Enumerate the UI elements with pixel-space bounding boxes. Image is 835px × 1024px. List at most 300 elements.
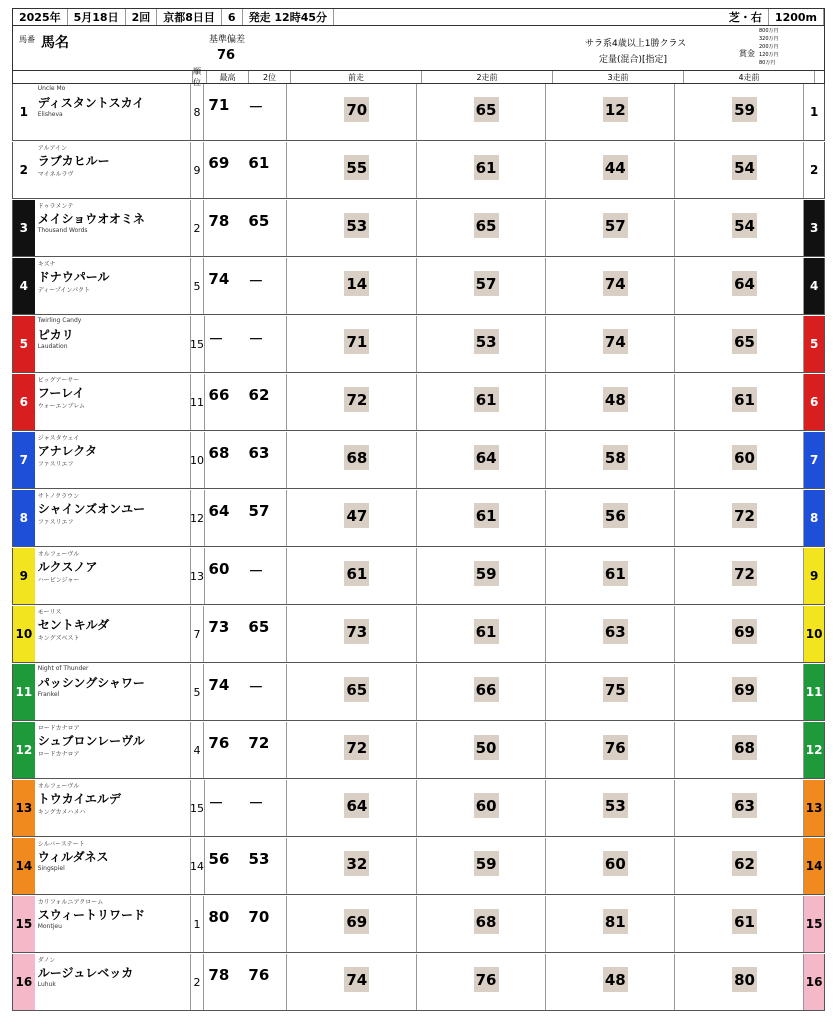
umaban-right: 6 bbox=[804, 374, 824, 430]
sire-name: サトノクラウン bbox=[37, 493, 80, 500]
race-score: 73 bbox=[344, 619, 369, 644]
best-score: 64 bbox=[208, 502, 230, 520]
past-race-4 bbox=[675, 84, 804, 140]
past-race-4 bbox=[675, 664, 804, 720]
horse-info bbox=[35, 490, 191, 546]
second-score: 70 bbox=[248, 908, 270, 926]
past-race-1 bbox=[287, 722, 416, 778]
best-scores bbox=[205, 490, 288, 546]
best-scores bbox=[204, 722, 287, 778]
past-race-3 bbox=[546, 432, 675, 488]
best-scores bbox=[204, 200, 287, 256]
horse-name[interactable]: ウィルダネス bbox=[37, 850, 109, 864]
past-race-3 bbox=[546, 838, 675, 894]
best-scores bbox=[204, 84, 287, 140]
race-score: 72 bbox=[344, 735, 369, 760]
past-race-2 bbox=[417, 316, 546, 372]
umaban: 16 bbox=[13, 954, 35, 1010]
table-row[interactable] bbox=[12, 142, 825, 199]
past-race-4 bbox=[675, 432, 804, 488]
best-scores bbox=[205, 316, 288, 372]
race-date: 5月18日 bbox=[68, 9, 126, 25]
horse-info bbox=[35, 722, 191, 778]
horse-info bbox=[35, 896, 191, 952]
past-race-3 bbox=[546, 490, 675, 546]
second-score: － bbox=[248, 678, 264, 696]
past-race-1 bbox=[287, 432, 416, 488]
horse-info bbox=[35, 954, 191, 1010]
rank: 11 bbox=[191, 374, 205, 430]
race-score: 63 bbox=[732, 793, 757, 818]
umaban: 14 bbox=[13, 838, 35, 894]
table-row[interactable] bbox=[12, 548, 825, 605]
race-score: 74 bbox=[344, 967, 369, 992]
past-race-4 bbox=[675, 200, 804, 256]
horse-name[interactable]: シュブロンレーヴル bbox=[37, 734, 145, 748]
prize-1: 800万円 bbox=[759, 28, 779, 34]
horse-name[interactable]: セントキルダ bbox=[37, 618, 110, 632]
best-score: 68 bbox=[208, 444, 230, 462]
umaban: 3 bbox=[13, 200, 35, 256]
sire-name: オルフェーヴル bbox=[37, 783, 80, 790]
rank: 4 bbox=[191, 722, 205, 778]
horse-name[interactable]: フーレイ bbox=[37, 386, 85, 400]
table-row[interactable] bbox=[12, 722, 825, 779]
past-race-3 bbox=[546, 200, 675, 256]
race-score: 72 bbox=[732, 503, 757, 528]
umaban-right: 9 bbox=[804, 548, 824, 604]
race-score: 72 bbox=[344, 387, 369, 412]
horse-name[interactable]: ピカリ bbox=[37, 328, 74, 342]
prev4-header: 4走前 bbox=[684, 71, 815, 83]
umaban: 7 bbox=[13, 432, 35, 488]
race-score: 61 bbox=[474, 387, 499, 412]
rank: 13 bbox=[191, 548, 205, 604]
table-row[interactable] bbox=[12, 954, 825, 1011]
past-race-4 bbox=[675, 258, 804, 314]
dam-sire: ディープインパクト bbox=[37, 287, 90, 294]
table-row[interactable] bbox=[12, 258, 825, 315]
best-score: 78 bbox=[208, 212, 230, 230]
prev2-header: 2走前 bbox=[422, 71, 553, 83]
past-race-1 bbox=[287, 258, 416, 314]
horse-info bbox=[35, 258, 191, 314]
horse-info bbox=[35, 84, 191, 140]
past-race-2 bbox=[417, 84, 546, 140]
past-race-2 bbox=[417, 664, 546, 720]
prize-4: 120万円 bbox=[759, 52, 779, 58]
umaban: 15 bbox=[13, 896, 35, 952]
past-race-2 bbox=[417, 722, 546, 778]
race-score: 59 bbox=[474, 561, 499, 586]
umaban-right: 12 bbox=[804, 722, 824, 778]
umaban-right: 15 bbox=[804, 896, 824, 952]
table-row[interactable] bbox=[12, 664, 825, 721]
horse-info bbox=[35, 838, 191, 894]
race-score: 57 bbox=[474, 271, 499, 296]
table-row[interactable] bbox=[12, 316, 825, 373]
prize-list bbox=[759, 27, 779, 67]
best-score: 73 bbox=[208, 618, 230, 636]
race-score: 75 bbox=[603, 677, 628, 702]
horse-name[interactable]: ルクスノア bbox=[37, 560, 98, 574]
past-race-3 bbox=[546, 258, 675, 314]
sire-name: モーリス bbox=[37, 609, 62, 616]
year: 2025年 bbox=[13, 9, 68, 25]
umaban-right: 8 bbox=[804, 490, 824, 546]
prize-5: 80万円 bbox=[759, 60, 776, 66]
second-score: － bbox=[248, 272, 264, 290]
race-score: 64 bbox=[344, 793, 369, 818]
race-score: 65 bbox=[732, 329, 757, 354]
umaban: 4 bbox=[13, 258, 35, 314]
dam-sire: マイネルラヴ bbox=[37, 171, 74, 178]
rank: 15 bbox=[191, 316, 205, 372]
second-header: 2位 bbox=[249, 71, 291, 83]
past-race-4 bbox=[675, 374, 804, 430]
horse-info bbox=[35, 374, 191, 430]
past-race-1 bbox=[287, 954, 416, 1010]
dam-sire: キングズベスト bbox=[37, 635, 80, 642]
prev3-header: 3走前 bbox=[553, 71, 684, 83]
umaban-right: 14 bbox=[804, 838, 824, 894]
horse-info bbox=[35, 200, 191, 256]
past-race-3 bbox=[546, 548, 675, 604]
race-score: 12 bbox=[603, 97, 628, 122]
past-race-2 bbox=[417, 374, 546, 430]
venue: 京都8日目 bbox=[157, 9, 222, 25]
race-score: 50 bbox=[474, 735, 499, 760]
past-race-4 bbox=[675, 838, 804, 894]
table-row[interactable] bbox=[12, 606, 825, 663]
race-score: 65 bbox=[474, 97, 499, 122]
best-scores bbox=[205, 548, 288, 604]
dam-sire: キングカメハメハ bbox=[37, 809, 86, 816]
second-score: － bbox=[248, 794, 264, 812]
table-row[interactable] bbox=[12, 490, 825, 547]
horse-name[interactable]: ドナウパール bbox=[37, 270, 110, 284]
best-scores bbox=[204, 954, 287, 1010]
race-score: 61 bbox=[344, 561, 369, 586]
past-race-4 bbox=[675, 954, 804, 1010]
race-score: 65 bbox=[344, 677, 369, 702]
past-race-3 bbox=[546, 722, 675, 778]
past-race-1 bbox=[287, 548, 416, 604]
race-score: 53 bbox=[474, 329, 499, 354]
table-row[interactable] bbox=[12, 374, 825, 431]
sire-name: ビッグアーサー bbox=[37, 377, 80, 384]
best-scores bbox=[204, 142, 287, 198]
race-score: 55 bbox=[344, 155, 369, 180]
race-score: 71 bbox=[344, 329, 369, 354]
umaban: 2 bbox=[13, 142, 35, 198]
past-race-3 bbox=[546, 316, 675, 372]
past-race-2 bbox=[417, 896, 546, 952]
best-scores bbox=[204, 664, 287, 720]
race-score: 60 bbox=[603, 851, 628, 876]
race-score: 76 bbox=[603, 735, 628, 760]
dam-sire: Laudation bbox=[37, 343, 68, 350]
past-race-2 bbox=[417, 490, 546, 546]
dam-sire: Montjeu bbox=[37, 923, 62, 930]
past-race-2 bbox=[417, 548, 546, 604]
horse-info bbox=[35, 316, 191, 372]
race-score: 60 bbox=[474, 793, 499, 818]
race-score: 61 bbox=[474, 619, 499, 644]
prize-label: 賞金 bbox=[739, 49, 755, 58]
race-score: 74 bbox=[603, 271, 628, 296]
sire-name: ロードカナロア bbox=[37, 725, 80, 732]
dam-sire: Frankel bbox=[37, 691, 60, 698]
best-header: 最高 bbox=[207, 71, 249, 83]
umaban: 9 bbox=[13, 548, 35, 604]
umaban: 12 bbox=[13, 722, 35, 778]
best-score: － bbox=[208, 794, 224, 812]
second-score: － bbox=[248, 330, 264, 348]
past-race-1 bbox=[287, 374, 416, 430]
past-race-2 bbox=[417, 432, 546, 488]
race-score: 53 bbox=[603, 793, 628, 818]
sire-name: アルアイン bbox=[37, 145, 67, 152]
horse-name[interactable]: ラブカヒルー bbox=[37, 154, 110, 168]
past-race-1 bbox=[287, 490, 416, 546]
column-header bbox=[12, 67, 825, 87]
race-score: 53 bbox=[344, 213, 369, 238]
race-score: 69 bbox=[732, 619, 757, 644]
race-score: 61 bbox=[732, 387, 757, 412]
dam-sire: ウォーエンブレム bbox=[37, 403, 85, 410]
umaban: 13 bbox=[13, 780, 35, 836]
past-race-3 bbox=[546, 896, 675, 952]
best-score: 76 bbox=[208, 734, 230, 752]
past-race-4 bbox=[675, 548, 804, 604]
horse-info bbox=[35, 142, 191, 198]
past-race-4 bbox=[675, 780, 804, 836]
past-race-3 bbox=[546, 780, 675, 836]
best-scores bbox=[204, 606, 287, 662]
race-score: 44 bbox=[603, 155, 628, 180]
race-score: 54 bbox=[732, 155, 757, 180]
second-score: － bbox=[248, 562, 264, 580]
sire-name: カリフォルニアクローム bbox=[37, 899, 104, 906]
best-score: 56 bbox=[208, 850, 230, 868]
best-score: 66 bbox=[208, 386, 230, 404]
dam-sire: Thousand Words bbox=[37, 227, 88, 234]
second-score: 63 bbox=[248, 444, 270, 462]
table-row[interactable] bbox=[12, 838, 825, 895]
race-score: 64 bbox=[732, 271, 757, 296]
best-score: 71 bbox=[208, 96, 230, 114]
post-time: 発走 12時45分 bbox=[243, 9, 334, 25]
dam-sire: ハービンジャー bbox=[37, 577, 80, 584]
race-score: 74 bbox=[603, 329, 628, 354]
kai: 2回 bbox=[126, 9, 158, 25]
best-scores bbox=[204, 258, 287, 314]
umaban-right: 11 bbox=[804, 664, 824, 720]
race-score: 60 bbox=[732, 445, 757, 470]
past-race-2 bbox=[417, 142, 546, 198]
dam-sire: Singspiel bbox=[37, 865, 65, 872]
best-scores bbox=[204, 896, 287, 952]
past-race-1 bbox=[287, 84, 416, 140]
sire-name: Twirling Candy bbox=[37, 317, 82, 324]
horse-name[interactable]: スウィートリワード bbox=[37, 908, 145, 922]
best-score: 60 bbox=[208, 560, 230, 578]
rank-header: 順位 bbox=[193, 71, 207, 83]
horse-name[interactable]: メイショウオオミネ bbox=[37, 212, 145, 226]
race-score: 63 bbox=[603, 619, 628, 644]
race-score: 81 bbox=[603, 909, 628, 934]
second-score: － bbox=[248, 98, 264, 116]
umaban-right: 10 bbox=[804, 606, 824, 662]
rank: 2 bbox=[191, 200, 205, 256]
second-score: 61 bbox=[248, 154, 270, 172]
second-score: 72 bbox=[248, 734, 270, 752]
race-score: 69 bbox=[732, 677, 757, 702]
second-score: 65 bbox=[248, 618, 270, 636]
race-score: 68 bbox=[344, 445, 369, 470]
rank: 5 bbox=[191, 664, 205, 720]
race-score: 66 bbox=[474, 677, 499, 702]
race-score: 69 bbox=[344, 909, 369, 934]
sire-name: キズナ bbox=[37, 261, 56, 268]
past-race-2 bbox=[417, 838, 546, 894]
dam-sire: ロードカナロア bbox=[37, 751, 80, 758]
rank: 15 bbox=[191, 780, 205, 836]
race-score: 64 bbox=[474, 445, 499, 470]
dam-sire: ファスリエフ bbox=[37, 519, 74, 526]
rank: 14 bbox=[191, 838, 205, 894]
umaban-right: 1 bbox=[804, 84, 824, 140]
past-race-2 bbox=[417, 954, 546, 1010]
umaban: 11 bbox=[13, 664, 35, 720]
course: 芝・右 bbox=[723, 9, 769, 25]
umaban-right: 4 bbox=[804, 258, 824, 314]
table-row[interactable] bbox=[12, 780, 825, 837]
past-race-2 bbox=[417, 780, 546, 836]
horse-name[interactable]: トウカイエルデ bbox=[37, 792, 121, 806]
race-score: 61 bbox=[474, 155, 499, 180]
past-race-3 bbox=[546, 954, 675, 1010]
race-score: 59 bbox=[732, 97, 757, 122]
umaban-right: 5 bbox=[804, 316, 824, 372]
horse-name[interactable]: パッシングシャワー bbox=[37, 676, 145, 690]
horse-name[interactable]: シャインズオンユー bbox=[37, 502, 146, 516]
dam-sire: ファスリエフ bbox=[37, 461, 74, 468]
best-score: 74 bbox=[208, 676, 230, 694]
sire-name: ジャスタウェイ bbox=[37, 435, 80, 442]
past-race-1 bbox=[287, 606, 416, 662]
past-race-1 bbox=[287, 200, 416, 256]
past-race-1 bbox=[287, 316, 416, 372]
race-score: 48 bbox=[603, 967, 628, 992]
past-race-1 bbox=[287, 780, 416, 836]
past-race-3 bbox=[546, 606, 675, 662]
race-score: 47 bbox=[344, 503, 369, 528]
umaban: 5 bbox=[13, 316, 35, 372]
race-score: 54 bbox=[732, 213, 757, 238]
distance: 1200m bbox=[769, 9, 824, 25]
table-row[interactable] bbox=[12, 84, 825, 141]
race-score: 59 bbox=[474, 851, 499, 876]
race-class: サラ系4歳以上1勝クラス bbox=[585, 39, 687, 49]
base-label: 基準偏差 bbox=[209, 35, 246, 45]
horse-name[interactable]: ディスタントスカイ bbox=[37, 96, 145, 110]
race-score: 61 bbox=[603, 561, 628, 586]
best-scores bbox=[205, 374, 288, 430]
umaban-right: 3 bbox=[804, 200, 824, 256]
table-row[interactable] bbox=[12, 896, 825, 953]
rank: 7 bbox=[191, 606, 205, 662]
second-score: 76 bbox=[248, 966, 270, 984]
past-race-1 bbox=[287, 838, 416, 894]
past-race-2 bbox=[417, 258, 546, 314]
dam-sire: Elisheva bbox=[37, 111, 63, 118]
best-scores bbox=[205, 780, 288, 836]
race-score: 72 bbox=[732, 561, 757, 586]
past-race-4 bbox=[675, 316, 804, 372]
second-score: 62 bbox=[248, 386, 270, 404]
past-race-2 bbox=[417, 200, 546, 256]
table-row[interactable] bbox=[12, 432, 825, 489]
dam-sire: Luhuk bbox=[37, 981, 56, 988]
rank: 2 bbox=[191, 954, 205, 1010]
table-row[interactable] bbox=[12, 200, 825, 257]
rank: 1 bbox=[191, 896, 205, 952]
past-race-4 bbox=[675, 142, 804, 198]
best-scores bbox=[205, 432, 288, 488]
best-score: 69 bbox=[208, 154, 230, 172]
race-score: 56 bbox=[603, 503, 628, 528]
past-race-1 bbox=[287, 664, 416, 720]
sire-name: ダノン bbox=[37, 957, 56, 964]
past-race-4 bbox=[675, 722, 804, 778]
sire-name: Uncle Mo bbox=[37, 85, 66, 92]
prev1-header: 前走 bbox=[291, 71, 422, 83]
second-score: 53 bbox=[248, 850, 270, 868]
past-race-3 bbox=[546, 664, 675, 720]
past-race-4 bbox=[675, 896, 804, 952]
horse-name[interactable]: アナレクタ bbox=[37, 444, 97, 458]
horse-info bbox=[35, 432, 191, 488]
rank: 5 bbox=[191, 258, 205, 314]
horse-info bbox=[35, 606, 191, 662]
rank: 12 bbox=[191, 490, 205, 546]
horse-info bbox=[35, 548, 191, 604]
prize-3: 200万円 bbox=[759, 44, 779, 50]
horse-name[interactable]: ルージュレベッカ bbox=[37, 966, 134, 980]
umaban: 8 bbox=[13, 490, 35, 546]
second-score: 65 bbox=[248, 212, 270, 230]
race-header bbox=[12, 8, 825, 26]
race-score: 76 bbox=[474, 967, 499, 992]
past-race-3 bbox=[546, 142, 675, 198]
best-scores bbox=[205, 838, 288, 894]
race-score: 62 bbox=[732, 851, 757, 876]
race-number: 6 bbox=[222, 9, 243, 25]
race-score: 68 bbox=[732, 735, 757, 760]
sire-name: オルフェーヴル bbox=[37, 551, 80, 558]
race-score: 57 bbox=[603, 213, 628, 238]
best-score: 80 bbox=[208, 908, 230, 926]
past-race-3 bbox=[546, 374, 675, 430]
horse-info bbox=[35, 780, 191, 836]
horse-info bbox=[35, 664, 191, 720]
race-score: 68 bbox=[474, 909, 499, 934]
umaban-header: 馬番 bbox=[19, 35, 35, 44]
past-race-1 bbox=[287, 142, 416, 198]
past-race-4 bbox=[675, 490, 804, 546]
